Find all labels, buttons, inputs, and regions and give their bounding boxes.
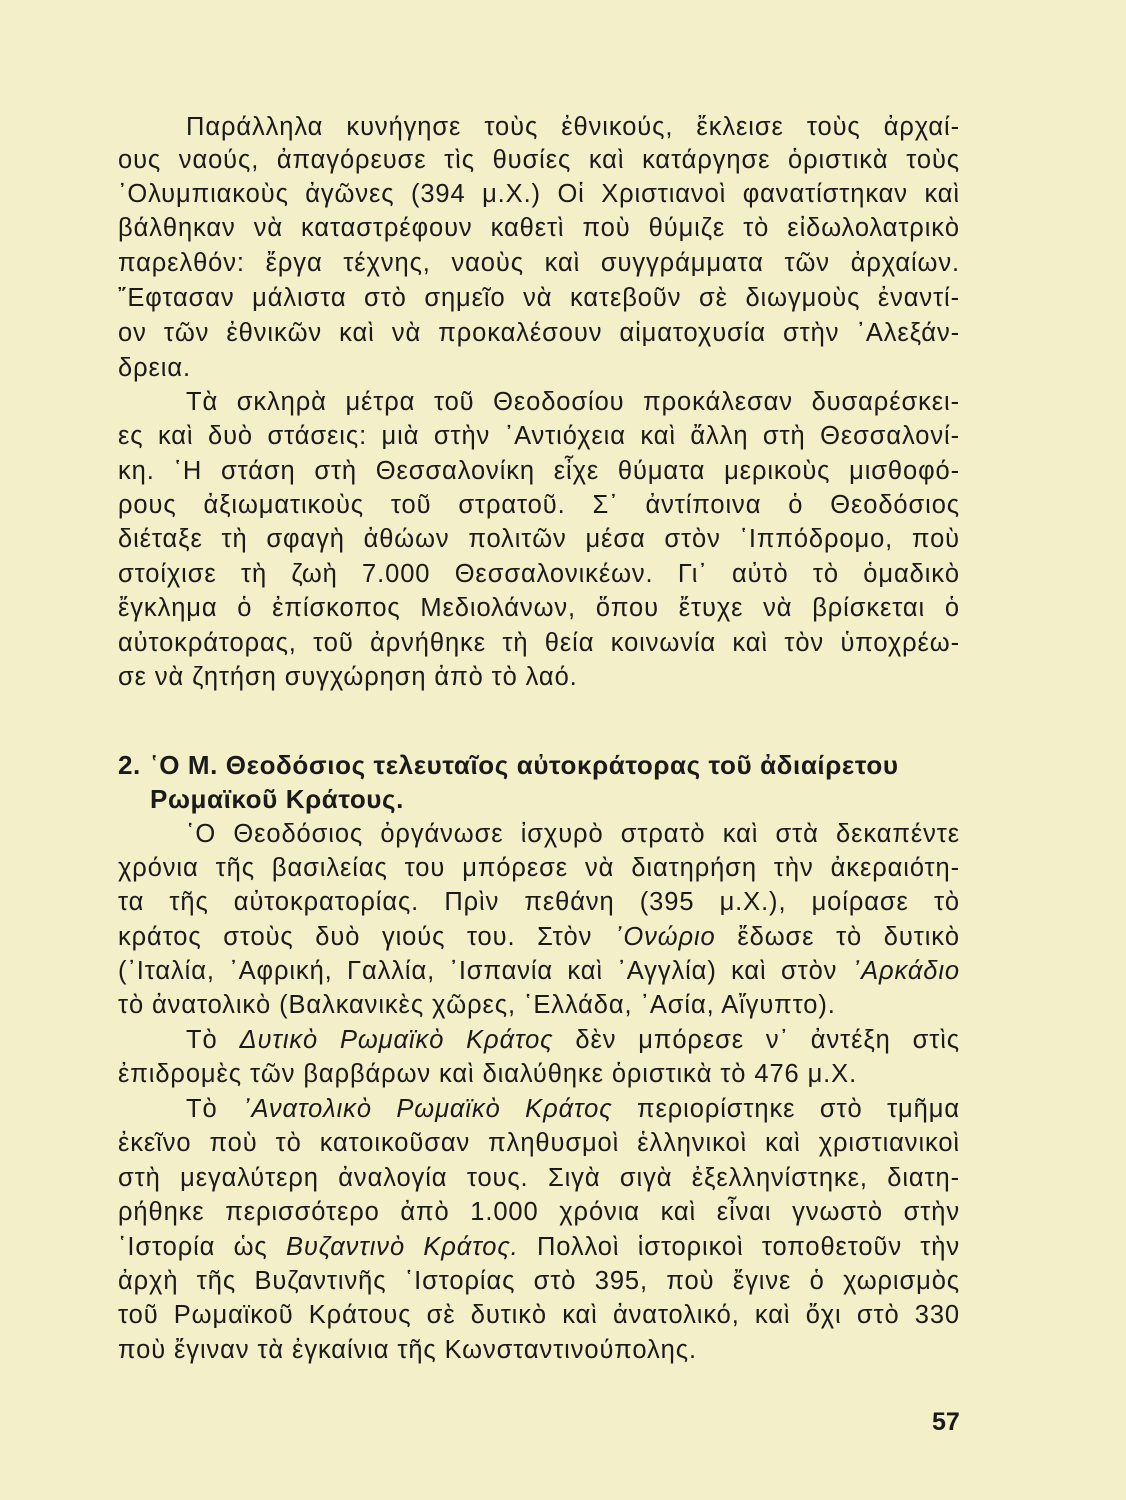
paragraph-5-line-6: ἀρχὴ τῆς Βυζαντινῆς ῾Ιστορίας στὸ 395, ποὺ ἔγινε ὁ χωρισμὸς bbox=[118, 1267, 960, 1295]
section-title-line-1: ῾Ο Μ. Θεοδόσιος τελευταῖος αὐτοκράτορας τοῦ ἀδιαίρετου bbox=[150, 750, 899, 780]
paragraph-2-line-2: ες καὶ δυὸ στάσεις: μιὰ στὴν ᾿Αντιόχεια καὶ ἄλλη στὴ Θεσσαλονί- bbox=[118, 422, 960, 450]
paragraph-5-line-1 bbox=[186, 1094, 960, 1124]
paragraph-2-line-9: σε νὰ ζητήση συγχώρηση ἀπὸ τὸ λαό. bbox=[118, 663, 578, 691]
paragraph-1-line-5: παρελθόν: ἔργα τέχνης, ναοὺς καὶ συγγράμματα τῶν ἀρχαίων. bbox=[118, 249, 960, 277]
paragraph-1-line-6: ῎Εφτασαν μάλιστα στὸ σημεῖο νὰ κατεβοῦν σὲ διωγμοὺς ἐναντί- bbox=[118, 284, 960, 312]
paragraph-5-line-8: ποὺ ἔγιναν τὰ ἐγκαίνια τῆς Κωνσταντινούπολης. bbox=[118, 1336, 697, 1364]
paragraph-5-line-2: ἐκεῖνο ποὺ τὸ κατοικοῦσαν πληθυσμοὶ ἑλληνικοὶ καὶ χριστιανικοὶ bbox=[118, 1129, 960, 1157]
paragraph-1-line-7: ον τῶν ἐθνικῶν καὶ νὰ προκαλέσουν αἱματοχυσία στὴν ᾿Αλεξάν- bbox=[118, 319, 960, 347]
paragraph-1-line-3: ᾿Ολυμπιακοὺς ἀγῶνες (394 μ.Χ.) Οἱ Χριστιανοὶ φανατίστηκαν καὶ bbox=[118, 180, 960, 208]
text-run: κράτος στοὺς δυὸ γιούς του. Στὸν bbox=[118, 923, 593, 951]
paragraph-5-line-3: στὴ μεγαλύτερη ἀναλογία τους. Σιγὰ σιγὰ ἐξελληνίστηκε, διατη- bbox=[118, 1164, 960, 1192]
paragraph-2-line-6: στοίχισε τὴ ζωὴ 7.000 Θεσσαλονικέων. Γι᾿ αὐτὸ τὸ ὁμαδικὸ bbox=[118, 560, 960, 588]
italic-byzantine-state: Βυζαντινὸ Κράτος. bbox=[285, 1233, 519, 1261]
paragraph-5-line-5 bbox=[118, 1232, 960, 1262]
paragraph-2-line-4: ρους ἀξιωματικοὺς τοῦ στρατοῦ. Σ᾿ ἀντίποινα ὁ Θεοδόσιος bbox=[118, 491, 960, 519]
italic-western-roman-state: Δυτικὸ Ρωμαϊκὸ Κράτος bbox=[239, 1026, 554, 1054]
paragraph-3-line-5 bbox=[118, 956, 960, 986]
italic-eastern-roman-state: ᾿Ανατολικὸ Ρωμαϊκὸ Κράτος bbox=[242, 1095, 613, 1123]
paragraph-3-line-2: χρόνια τῆς βασιλείας του μπόρεσε νὰ διατηρήση τὴν ἀκεραιότη- bbox=[118, 854, 960, 882]
paragraph-2-line-1: Τὰ σκληρὰ μέτρα τοῦ Θεοδοσίου προκάλεσαν δυσαρέσκει- bbox=[186, 388, 960, 416]
paragraph-1-line-4: βάλθηκαν νὰ καταστρέφουν καθετὶ ποὺ θύμιζε τὸ εἰδωλολατρικὸ bbox=[118, 214, 960, 242]
paragraph-2-line-3: κη. ῾Η στάση στὴ Θεσσαλονίκη εἶχε θύματα μερικοὺς μισθοφό- bbox=[118, 457, 960, 485]
paragraph-1-line-1: Παράλληλα κυνήγησε τοὺς ἐθνικούς, ἔκλεισε τοὺς ἀρχαί- bbox=[186, 113, 960, 141]
text-run: Τὸ bbox=[186, 1095, 218, 1123]
paragraph-3-line-4 bbox=[118, 922, 960, 952]
paragraph-2-line-7: ἔγκλημα ὁ ἐπίσκοπος Μεδιολάνων, ὅπου ἔτυχε νὰ βρίσκεται ὁ bbox=[118, 594, 960, 622]
section-number: 2. bbox=[118, 750, 141, 780]
text-run: Τὸ bbox=[186, 1026, 218, 1054]
paragraph-3-line-1: ῾Ο Θεοδόσιος ὀργάνωσε ἰσχυρὸ στρατὸ καὶ στὰ δεκαπέντε bbox=[186, 820, 960, 848]
text-run: (᾿Ιταλία, ᾿Αφρική, Γαλλία, ᾿Ισπανία καὶ ᾿Αγγλία) καὶ στὸν bbox=[118, 957, 838, 985]
section-title-line-2: Ρωμαϊκοῦ Κράτους. bbox=[150, 784, 404, 814]
text-run: περιορίστηκε στὸ τμῆμα bbox=[637, 1095, 960, 1123]
text-run: ἔδωσε τὸ δυτικὸ bbox=[737, 923, 960, 951]
paragraph-4-line-2: ἐπιδρομὲς τῶν βαρβάρων καὶ διαλύθηκε ὁριστικὰ τὸ 476 μ.Χ. bbox=[118, 1060, 858, 1088]
text-run: δὲν μπόρεσε ν᾿ ἀντέξη στὶς bbox=[575, 1026, 960, 1054]
paragraph-3-line-3: τα τῆς αὐτοκρατορίας. Πρὶν πεθάνη (395 μ.Χ.), μοίρασε τὸ bbox=[118, 888, 960, 916]
paragraph-1-line-8: δρεια. bbox=[118, 354, 191, 382]
italic-name-honorius: ᾿Ονώριο bbox=[613, 923, 716, 951]
paragraph-5-line-4: ρήθηκε περισσότερο ἀπὸ 1.000 χρόνια καὶ εἶναι γνωστὸ στὴν bbox=[118, 1198, 960, 1226]
text-run: ῾Ιστορία ὡς bbox=[118, 1233, 268, 1261]
paragraph-1-line-2: ους ναούς, ἀπαγόρευσε τὶς θυσίες καὶ κατάργησε ὁριστικὰ τοὺς bbox=[118, 146, 960, 174]
italic-name-arcadius: ᾿Αρκάδιο bbox=[851, 957, 960, 985]
text-run: Πολλοὶ ἱστορικοὶ τοποθετοῦν τὴν bbox=[536, 1233, 960, 1261]
page-number: 57 bbox=[932, 1408, 960, 1436]
paragraph-4-line-1 bbox=[186, 1025, 960, 1055]
paragraph-3-line-6: τὸ ἀνατολικὸ (Βαλκανικὲς χῶρες, ῾Ελλάδα, ᾿Ασία, Αἴγυπτο). bbox=[118, 991, 836, 1019]
paragraph-2-line-8: αὐτοκράτορας, τοῦ ἀρνήθηκε τὴ θεία κοινωνία καὶ τὸν ὑποχρέω- bbox=[118, 629, 960, 657]
paragraph-2-line-5: διέταξε τὴ σφαγὴ ἀθώων πολιτῶν μέσα στὸν ῾Ιππόδρομο, ποὺ bbox=[118, 525, 960, 553]
paragraph-5-line-7: τοῦ Ρωμαϊκοῦ Κράτους σὲ δυτικὸ καὶ ἀνατολικό, καὶ ὄχι στὸ 330 bbox=[118, 1301, 960, 1329]
